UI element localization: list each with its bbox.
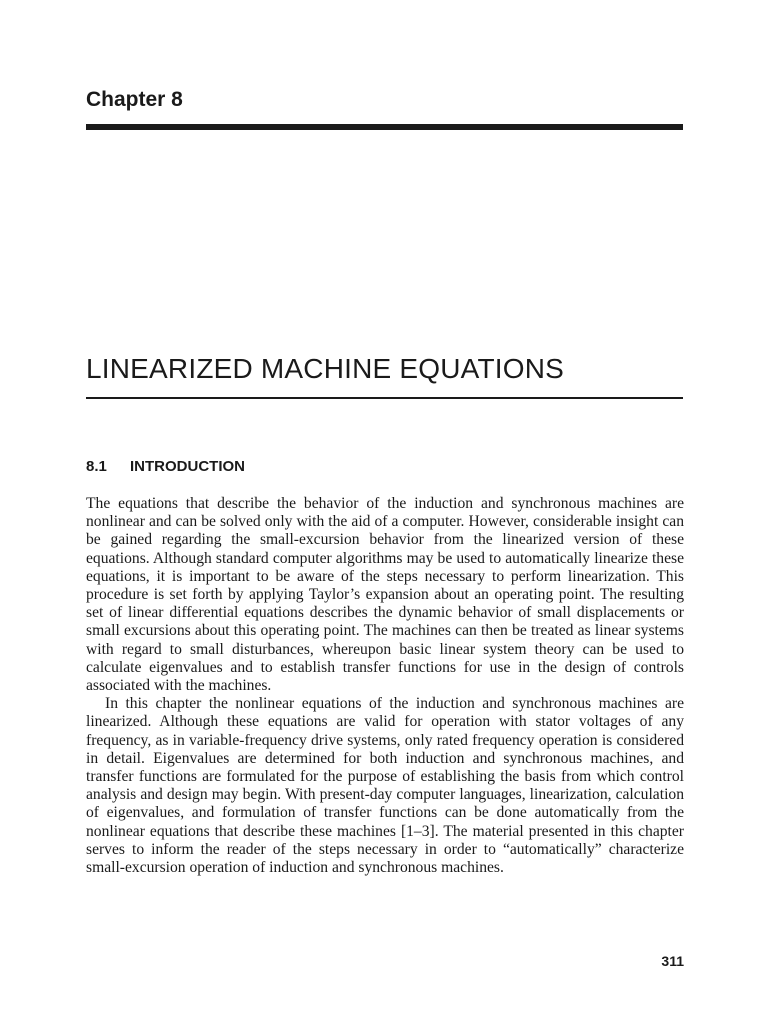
paragraph-1: The equations that describe the behavior of the induction and synchronous machines are nonlinear and can be solved only with the aid of a computer. However, considerable insight can be gained regarding the small-excursion behavior from the linearized version of these equations. Although standard computer algorithms may be used to automatically linearize these equations, it is important to be aware of the steps necessary to perform linearization. This procedure is set forth by applying Taylor’s expansion about an operating point. The resulting set of linear differential equations describes the dynamic behavior of small displacements or small excursions about this operating point. The machines can then be treated as linear systems with regard to small disturbances, whereupon basic linear system theory can be used to calculate eigenvalues and to establish transfer functions for use in the design of controls associated with the machines. <box>86 495 684 695</box>
page-number: 311 <box>661 953 684 969</box>
body-text <box>86 495 684 877</box>
chapter-label-rule <box>86 124 683 130</box>
section-heading <box>86 458 245 476</box>
chapter-label: Chapter 8 <box>86 88 183 111</box>
chapter-title: LINEARIZED MACHINE EQUATIONS <box>86 353 565 384</box>
section-title: INTRODUCTION <box>130 458 245 475</box>
paragraph-2: In this chapter the nonlinear equations of the induction and synchronous machines are linearized. Although these equations are valid for operation with stator voltages of any frequency, as in variable-frequency drive systems, only rated frequency operation is considered in detail. Eigenvalues are determined for both induction and synchronous machines, and transfer functions are formulated for the purpose of establishing the basis from which control analysis and design may begin. With present-day computer languages, linearization, calculation of eigenvalues, and formulation of transfer functions can be done automatically from the nonlinear equations that describe these machines [1–3]. The material presented in this chapter serves to inform the reader of the steps necessary in order to “automatically” characterize small-excursion operation of induction and synchronous machines. <box>86 695 684 877</box>
section-number: 8.1 <box>86 458 107 475</box>
chapter-title-rule <box>86 397 683 399</box>
